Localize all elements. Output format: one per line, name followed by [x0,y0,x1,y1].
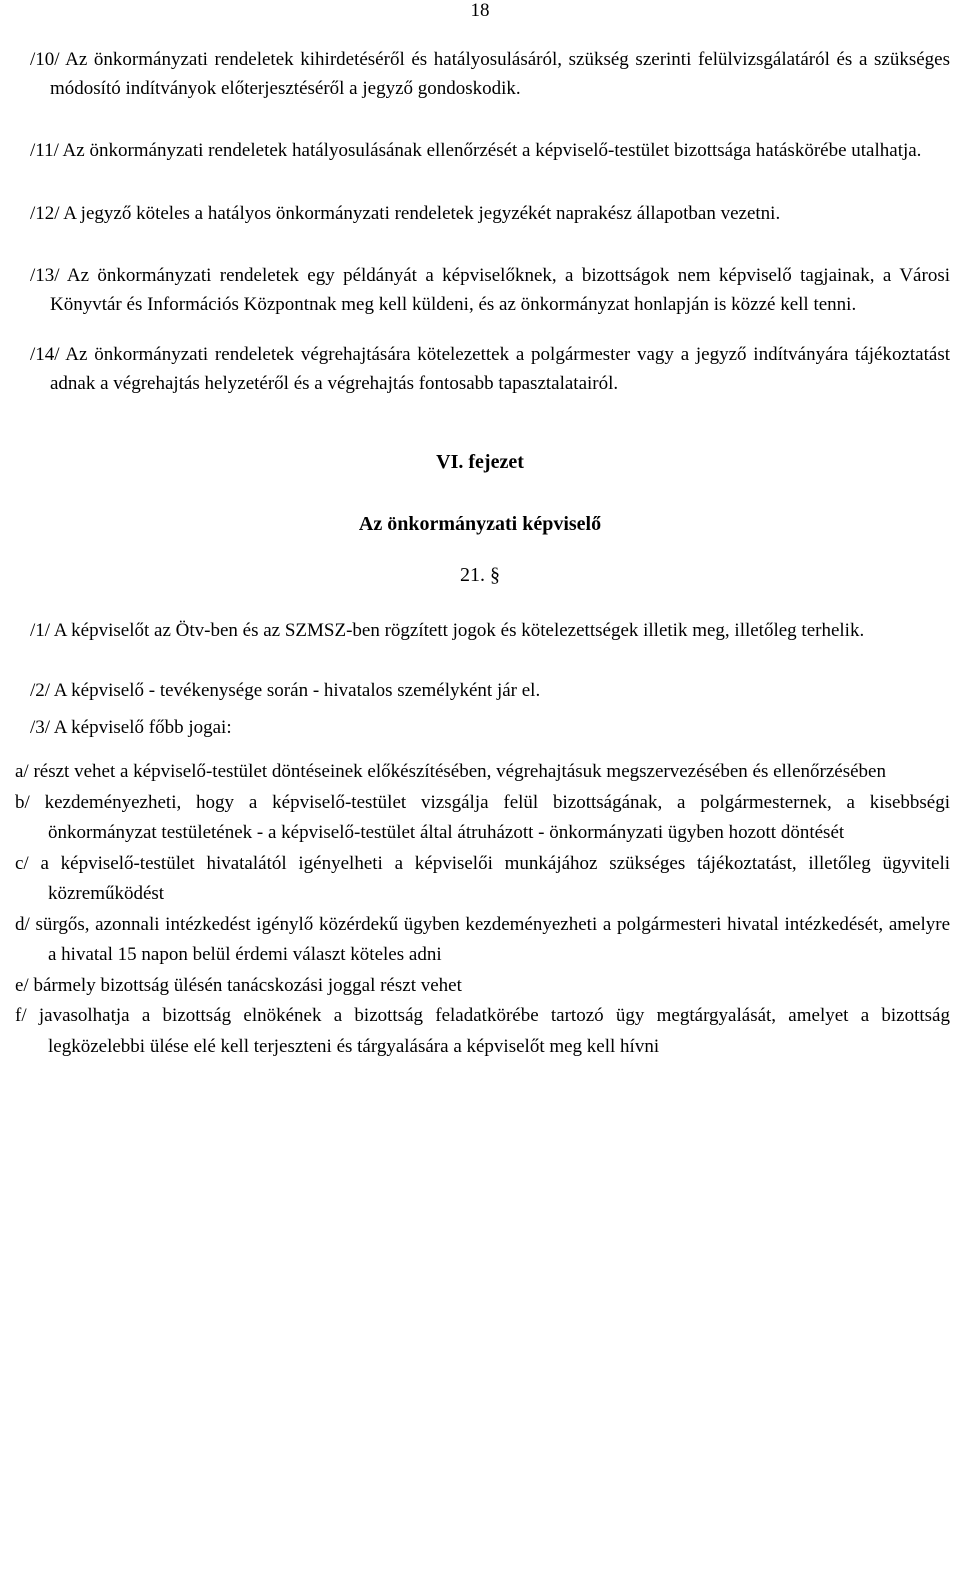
rights-list-item-d: d/ sürgős, azonnali intézkedést igénylő közérdekű ügyben kezdeményezheti a polgármesteri hivatal intézkedését, amelyre a hivatal 15 napon belül érdemi választ köteles adni [15,913,950,965]
rights-list [15,757,950,1062]
paragraph-12: /12/ A jegyző köteles a hatályos önkormányzati rendeletek jegyzékét naprakész állapotban vezetni. [30,203,781,224]
rights-list-item-f: f/ javasolhatja a bizottság elnökének a bizottság feladatkörébe tartozó ügy megtárgyalását, amelyet a bizottság legközelebbi ülése elé kell terjeszteni és tárgyalására a képviselőt meg kell hívni [15,1005,950,1057]
paragraph-10: /10/ Az önkormányzati rendeletek kihirdetéséről és hatályosulásáról, szükség szerinti felülvizsgálatáról és a szükséges módosító indítványok előterjesztéséről a jegyző gondoskodik. [30,49,950,99]
section21-paragraph-2: /2/ A képviselő - tevékenysége során - hivatalos személyként jár el. [30,680,541,701]
rights-list-item-b: b/ kezdeményezheti, hogy a képviselő-testület vizsgálja felül bizottságának, a polgármesternek, a kisebbségi önkormányzat testületének - a képviselő-testület által átruházott - önkormányzati ügyben hozott döntését [15,791,950,843]
rights-list-item-c: c/ a képviselő-testület hivatalától igényelheti a képviselői munkájához szükséges tájékoztatást, illetőleg ügyviteli közreműködést [15,852,950,904]
rights-list-item-e: e/ bármely bizottság ülésén tanácskozási joggal részt vehet [15,974,462,996]
paragraph-11: /11/ Az önkormányzati rendeletek hatályosulásának ellenőrzését a képviselő-testület bizottsága hatáskörébe utalhatja. [30,140,922,161]
page-number: 18 [470,0,490,21]
section21-paragraph-3: /3/ A képviselő főbb jogai: [30,717,232,738]
paragraph-13: /13/ Az önkormányzati rendeletek egy példányát a képviselőknek, a bizottságok nem képviselő tagjainak, a Városi Könyvtár és Információs Központnak meg kell küldeni, és az önkormányzat honlapján is közzé kell tenni. [30,265,950,315]
rights-list-item-a: a/ részt vehet a képviselő-testület döntéseinek előkészítésében, végrehajtásuk megszervezésében és ellenőrzésében [15,761,886,782]
section21-paragraph-1: /1/ A képviselőt az Ötv-ben és az SZMSZ-ben rögzített jogok és kötelezettségek illetik meg, illetőleg terhelik. [30,620,865,641]
chapter-title: Az önkormányzati képviselő [358,513,602,535]
chapter-number: VI. fejezet [436,451,524,473]
section-number: 21. § [460,564,500,586]
paragraph-14: /14/ Az önkormányzati rendeletek végrehajtására kötelezettek a polgármester vagy a jegyző indítványára tájékoztatást adnak a végrehajtás helyzetéről és a végrehajtás fontosabb tapasztalatairól. [30,344,950,394]
